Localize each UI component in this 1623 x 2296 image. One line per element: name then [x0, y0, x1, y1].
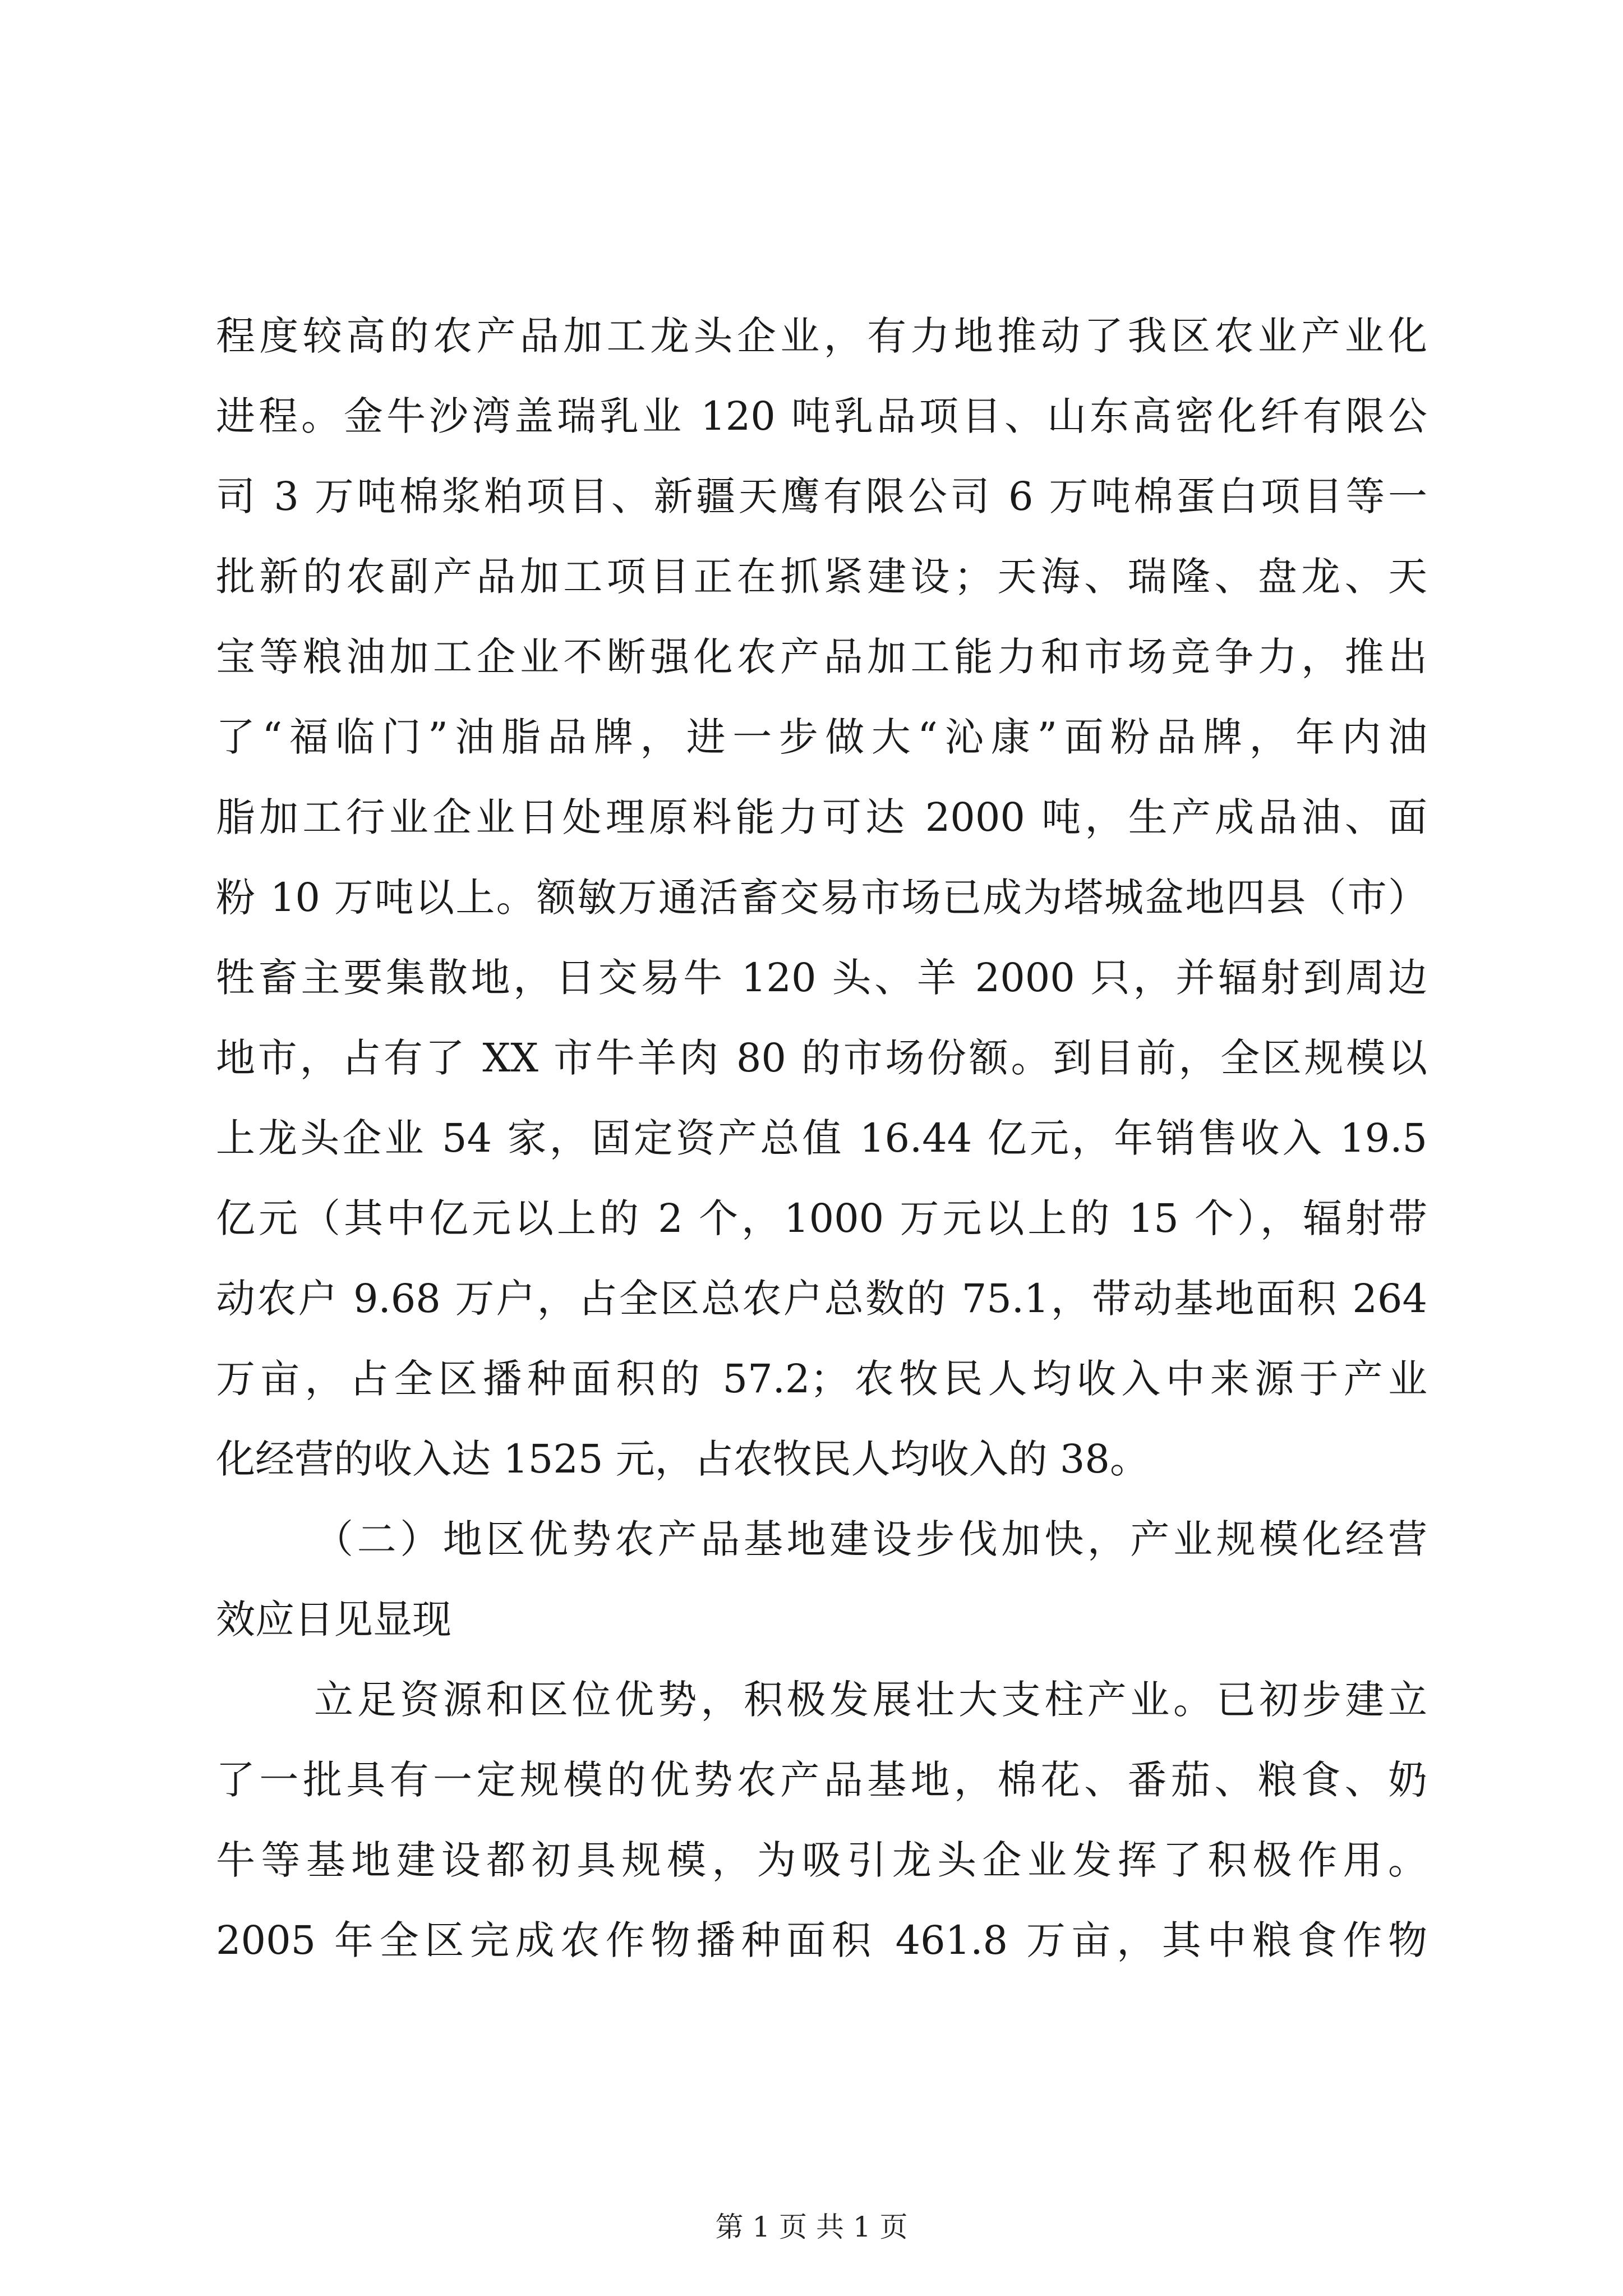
section-heading-line: 效应日见显现	[216, 1596, 451, 1642]
text-line: 牛等基地建设都初具规模，为吸引龙头企业发挥了积极作用。	[216, 1837, 1427, 1883]
text-line: 立足资源和区位优势，积极发展壮大支柱产业。已初步建立	[314, 1677, 1427, 1723]
text-line: 亿元（其中亿元以上的 2 个，1000 万元以上的 15 个），辐射带	[216, 1195, 1427, 1241]
text-line: 宝等粮油加工企业不断强化农产品加工能力和市场竞争力，推出	[216, 634, 1427, 680]
text-line: 了“福临门”油脂品牌，进一步做大“沁康”面粉品牌，年内油	[216, 714, 1427, 760]
text-line: 了一批具有一定规模的优势农产品基地，棉花、番茄、粮食、奶	[216, 1757, 1427, 1803]
text-line: 批新的农副产品加工项目正在抓紧建设；天海、瑞隆、盘龙、天	[216, 554, 1427, 600]
text-line: 程度较高的农产品加工龙头企业，有力地推动了我区农业产业化	[216, 313, 1427, 359]
text-line: 化经营的收入达 1525 元，占农牧民人均收入的 38。	[216, 1436, 1149, 1482]
text-line: 进程。金牛沙湾盖瑞乳业 120 吨乳品项目、山东高密化纤有限公	[216, 393, 1427, 439]
text-line: 万亩，占全区播种面积的 57.2；农牧民人均收入中来源于产业	[216, 1356, 1427, 1402]
text-line: 动农户 9.68 万户，占全区总农户总数的 75.1，带动基地面积 264	[216, 1276, 1427, 1322]
text-line: 脂加工行业企业日处理原料能力可达 2000 吨，生产成品油、面	[216, 794, 1427, 840]
page-number-footer: 第 1 页 共 1 页	[715, 2211, 908, 2243]
text-line: 2005 年全区完成农作物播种面积 461.8 万亩，其中粮食作物	[216, 1917, 1427, 1963]
text-line: 牲畜主要集散地，日交易牛 120 头、羊 2000 只，并辐射到周边	[216, 955, 1427, 1001]
section-heading-line: （二）地区优势农产品基地建设步伐加快，产业规模化经营	[314, 1516, 1427, 1562]
text-line: 地市，占有了 XX 市牛羊肉 80 的市场份额。到目前，全区规模以	[216, 1035, 1427, 1081]
text-line: 司 3 万吨棉浆粕项目、新疆天鹰有限公司 6 万吨棉蛋白项目等一	[216, 473, 1427, 519]
document-body	[216, 296, 1427, 1981]
text-line: 上龙头企业 54 家，固定资产总值 16.44 亿元，年销售收入 19.5	[216, 1115, 1427, 1161]
text-line: 粉 10 万吨以上。额敏万通活畜交易市场已成为塔城盆地四县（市）	[216, 875, 1427, 921]
